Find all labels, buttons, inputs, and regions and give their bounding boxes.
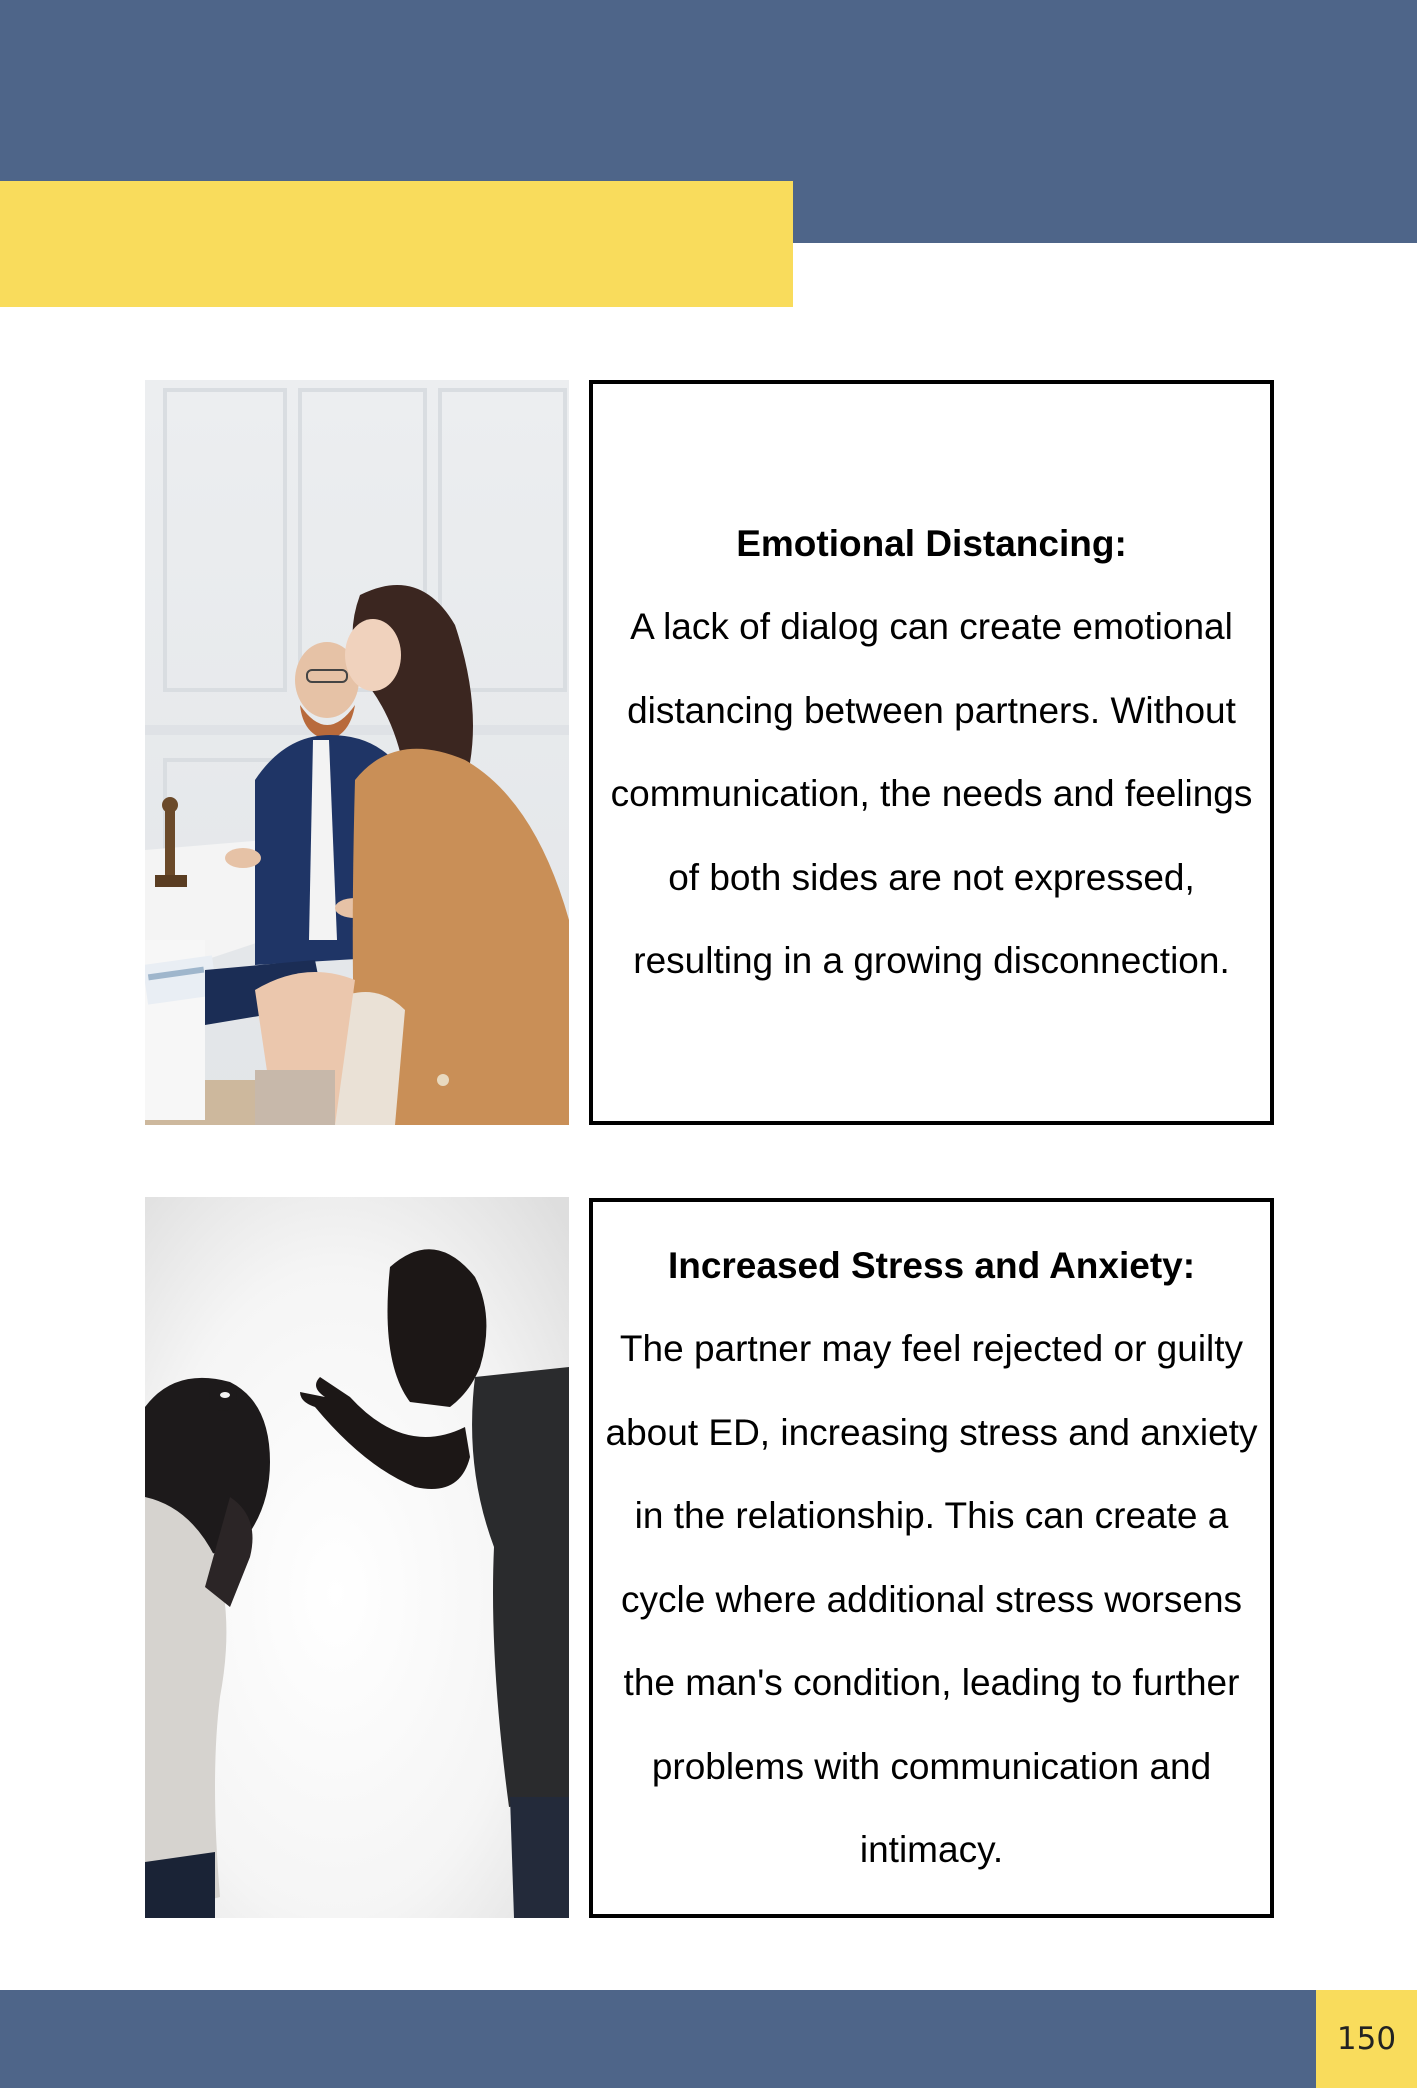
stress-anxiety-box — [589, 1198, 1274, 1918]
couple-argument-silhouette-photo — [145, 1197, 569, 1918]
page-number: 150 — [1316, 1990, 1417, 2088]
section-body: The partner may feel rejected or guilty about ED, increasing stress and anxiety in the relationship. This can create a cycle where additional stress worsens the man's condition, leading to further problems with communication and intimacy. — [605, 1328, 1258, 1871]
couple-consultation-photo — [145, 380, 569, 1125]
emotional-distancing-box — [589, 380, 1274, 1125]
footer-band — [0, 1990, 1316, 2088]
section-title: Increased Stress and Anxiety: — [667, 1245, 1196, 1287]
accent-band — [0, 181, 793, 307]
section-title: Emotional Distancing: — [736, 523, 1127, 565]
section-body: A lack of dialog can create emotional distancing between partners. Without communication, the needs and feelings of both sides are not expressed, resulting in a growing disconnection. — [610, 606, 1253, 982]
